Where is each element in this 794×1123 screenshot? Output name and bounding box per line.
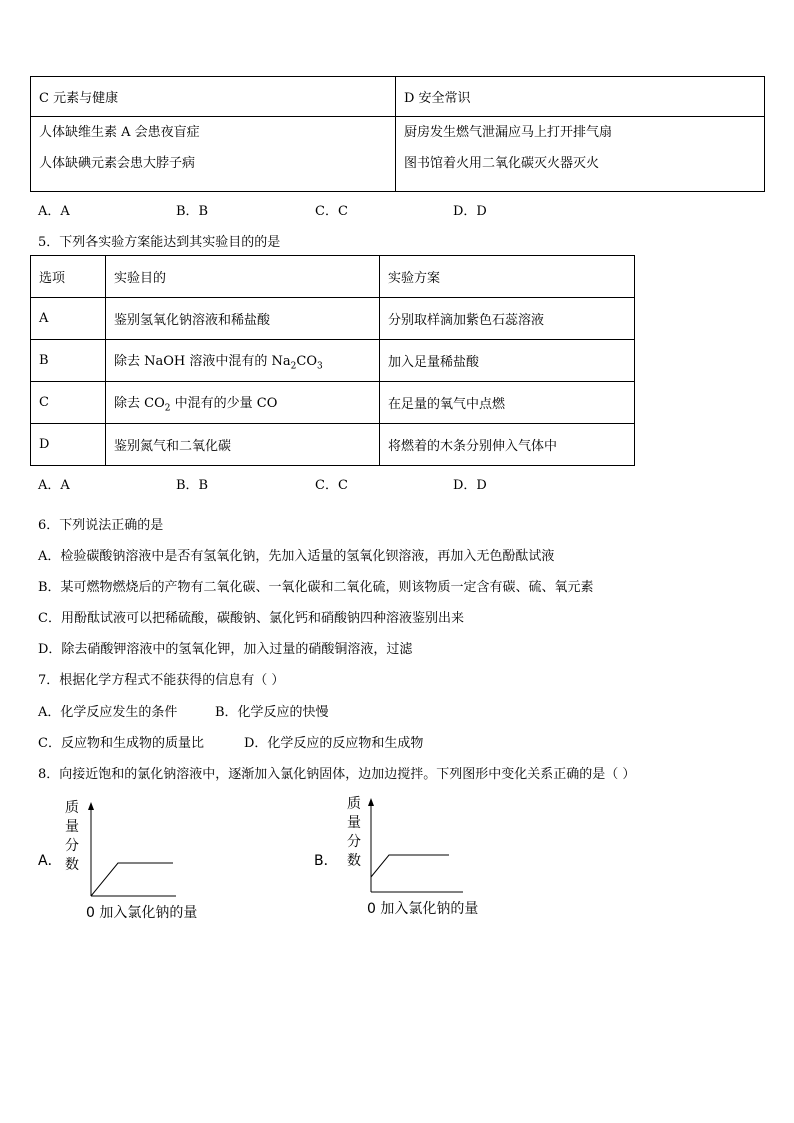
- q5-header-option: 选项: [31, 256, 106, 298]
- q6-option-c[interactable]: C．用酚酞试液可以把稀硫酸，碳酸钠、氯化钙和硝酸钠四种溶液鉴别出来: [38, 611, 464, 626]
- q8-graph-b-label: B．: [314, 853, 338, 869]
- q4-option-a[interactable]: A．A: [38, 204, 70, 219]
- y-axis-arrow: [368, 798, 374, 806]
- table-header-d: D 安全常识: [396, 77, 765, 117]
- q4-option-d[interactable]: D．D: [453, 204, 487, 219]
- q4-option-b[interactable]: B．B: [176, 204, 209, 219]
- q7-option-d[interactable]: D．化学反应的反应物和生成物: [244, 736, 424, 751]
- q5-row-b-option: B: [31, 340, 106, 382]
- table-row: [31, 424, 635, 466]
- ylabel-char: 数: [347, 853, 361, 869]
- q8-graph-a-xlabel: 0 加入氯化钠的量: [86, 905, 198, 921]
- subscript: 2: [290, 361, 297, 372]
- q5-row-c-plan: 在足量的氧气中点燃: [380, 382, 635, 424]
- table-row: [31, 382, 635, 424]
- q7-option-a[interactable]: A．化学反应发生的条件: [38, 705, 178, 720]
- ylabel-char: 量: [347, 815, 361, 831]
- q5-option-d[interactable]: D．D: [453, 478, 487, 493]
- table-header-c: C 元素与健康: [31, 77, 396, 117]
- health-safety-table: [30, 76, 765, 192]
- q5-option-b[interactable]: B．B: [176, 478, 209, 493]
- q5-header-plan: 实验方案: [380, 256, 635, 298]
- q5-option-c[interactable]: C．C: [315, 478, 348, 493]
- q5-row-d-goal: 鉴别氮气和二氧化碳: [106, 424, 380, 466]
- q6-option-b[interactable]: B．某可燃物燃烧后的产物有二氧化碳、一氧化碳和二氧化硫，则该物质一定含有碳、硫、氧元素: [38, 580, 594, 595]
- c-line-2: 人体缺碘元素会患大脖子病: [39, 156, 196, 171]
- q5-row-b-goal: [106, 340, 380, 382]
- table-row: [31, 340, 635, 382]
- ylabel-char: 质: [65, 800, 79, 816]
- q7-option-c[interactable]: C．反应物和生成物的质量比: [38, 736, 204, 751]
- q5-row-c-goal-pre: 除去 CO: [114, 395, 165, 411]
- q5-option-a[interactable]: A．A: [38, 478, 70, 493]
- q5-stem: 5．下列各实验方案能达到其实验目的的是: [38, 235, 281, 250]
- q5-row-b-goal-co: CO: [296, 353, 317, 369]
- table-cell-c-content: [31, 117, 396, 192]
- q5-header-goal: 实验目的: [106, 256, 380, 298]
- q5-row-d-plan: 将燃着的木条分别伸入气体中: [380, 424, 635, 466]
- q5-row-d-option: D: [31, 424, 106, 466]
- q7-option-b[interactable]: B．化学反应的快慢: [215, 705, 329, 720]
- q5-experiment-table: [30, 255, 635, 466]
- q8-stem: 8．向接近饱和的氯化钠溶液中，逐渐加入氯化钠固体，边加边搅拌。下列图形中变化关系正确的是（ ）: [38, 767, 636, 782]
- subscript: 3: [317, 361, 323, 372]
- q8-graph-b-xlabel: 0 加入氯化钠的量: [367, 901, 479, 917]
- q8-graph-b[interactable]: [313, 792, 513, 922]
- subscript: 2: [164, 403, 171, 414]
- ylabel-char: 分: [65, 838, 79, 854]
- d-line-1: 厨房发生燃气泄漏应马上打开排气扇: [404, 125, 613, 140]
- q5-row-c-goal: [106, 382, 380, 424]
- ylabel-char: 分: [347, 834, 361, 850]
- curve-line: [91, 863, 173, 896]
- q6-stem: 6．下列说法正确的是: [38, 518, 164, 533]
- q5-row-a-option: A: [31, 298, 106, 340]
- q5-row-a-plan: 分别取样滴加紫色石蕊溶液: [380, 298, 635, 340]
- table-row: [31, 298, 635, 340]
- q5-row-c-goal-post: 中混有的少量 CO: [170, 395, 278, 411]
- q5-row-a-goal: 鉴别氢氧化钠溶液和稀盐酸: [106, 298, 380, 340]
- q5-row-b-goal-text: 除去 NaOH 溶液中混有的 Na: [114, 353, 291, 369]
- q5-row-b-plan: 加入足量稀盐酸: [380, 340, 635, 382]
- ylabel-char: 量: [65, 819, 79, 835]
- q8-graph-a-label: A．: [38, 853, 62, 869]
- q7-stem: 7．根据化学方程式不能获得的信息有（ ）: [38, 673, 285, 688]
- curve-line: [371, 855, 449, 877]
- d-line-2: 图书馆着火用二氧化碳灭火器灭火: [404, 156, 600, 171]
- q6-option-a[interactable]: A．检验碳酸钠溶液中是否有氢氧化钠，先加入适量的氢氧化钡溶液，再加入无色酚酞试液: [38, 549, 555, 564]
- q6-option-d[interactable]: D．除去硝酸钾溶液中的氢氧化钾，加入过量的硝酸铜溶液，过滤: [38, 642, 413, 657]
- q4-option-c[interactable]: C．C: [315, 204, 348, 219]
- ylabel-char: 数: [65, 857, 79, 873]
- ylabel-char: 质: [347, 796, 361, 812]
- c-line-1: 人体缺维生素 A 会患夜盲症: [39, 125, 200, 140]
- table-cell-d-content: [396, 117, 765, 192]
- y-axis-arrow: [88, 802, 94, 810]
- q8-graph-a[interactable]: [36, 796, 216, 926]
- q5-row-c-option: C: [31, 382, 106, 424]
